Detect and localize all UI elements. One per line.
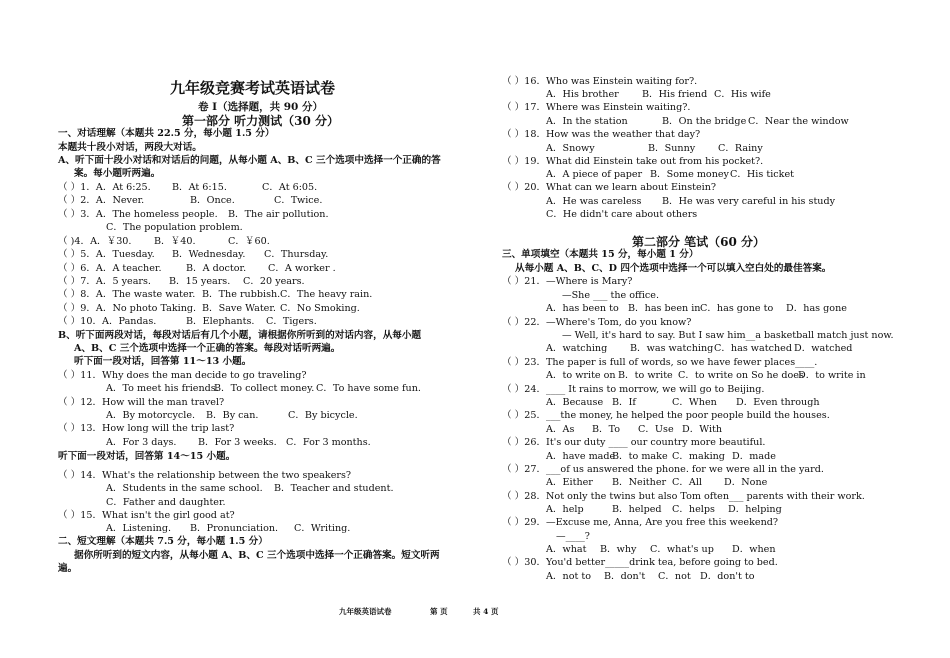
question-24: （ ）24．____ It rains to morrow, we will go to Beijing. [502, 384, 765, 395]
question-21-option-d: D．has gone [786, 303, 847, 314]
instruction-a-line2: 案。每小题听两遍。 [74, 168, 161, 179]
instruction-a-line1: A、听下面十段小对话和对话后的问题，从每小题 A、B、C 三个选项中选择一个正确的答 [58, 155, 441, 166]
question-8 [58, 289, 372, 301]
question-3-stem: （ ）3．A．The homeless people. [58, 209, 218, 220]
footer-exam-name: 九年级英语试卷 [339, 607, 392, 616]
question-3-option-c: C．The population problem. [106, 222, 243, 233]
question-12-option-a: A．By motorcycle. [106, 410, 196, 421]
section1-heading: 一、对话理解（本题共 22.5 分，每小题 1.5 分） [58, 128, 275, 139]
question-14: （ ）14．What's the relationship between the two speakers? [58, 470, 352, 481]
part2-heading: 第二部分 笔试（60 分） [632, 235, 766, 249]
question-20-option-a: A．He was careless [546, 196, 642, 207]
exam-title: 九年级竞赛考试英语试卷 [170, 79, 336, 97]
question-20-option-b: B．He was very careful in his study [662, 196, 836, 207]
question-23-option-a: A．to write on [546, 370, 616, 381]
question-25-options [546, 424, 722, 436]
question-30-option-a: A．not to [546, 571, 592, 582]
question-25-option-a: A．As [546, 424, 575, 435]
question-22-option-a: A．watching [546, 343, 608, 354]
question-14-option-b: B．Teacher and student. [274, 483, 394, 494]
question-13-option-c: C．For 3 months. [286, 437, 371, 448]
question-21-blank-line: —She ___ the office. [562, 290, 660, 301]
question-13-option-b: B．For 3 weeks. [198, 437, 277, 448]
question-11-option-a: A．To meet his friends. [106, 383, 219, 394]
question-28: （ ）28．Not only the twins but also Tom often___ parents with their work. [502, 491, 865, 502]
question-20: （ ）20．What can we learn about Einstein? [502, 182, 717, 193]
question-13-options [106, 437, 371, 449]
question-27-option-b: B．Neither [612, 477, 667, 488]
question-23-option-b: B．to write [618, 370, 673, 381]
question-22: （ ）22．—Where's Tom, do you know? [502, 317, 692, 328]
question-19-option-b: B．Some money [650, 169, 729, 180]
question-21-option-b: B．has been in [628, 303, 701, 314]
question-15-option-b: B．Pronunciation. [190, 523, 279, 534]
question-27-options [546, 477, 767, 489]
question-22-option-d: D．watched [794, 343, 853, 354]
question-24-option-a: A．Because [546, 397, 604, 408]
question-8-option-c: C．The heavy rain. [280, 289, 373, 300]
question-16-option-b: B．His friend [642, 89, 708, 100]
question-29: （ ）29．—Excuse me, Anna, Are you free this weekend? [502, 517, 779, 528]
part1-heading: 第一部分 听力测试（30 分） [182, 114, 340, 128]
question-9-option-b: B．Save Water. [202, 303, 276, 314]
question-5-option-c: C．Thursday. [264, 249, 329, 260]
question-15: （ ）15．What isn't the girl good at? [58, 510, 235, 521]
question-21-options [546, 303, 847, 315]
question-3-option-b: B．The air pollution. [228, 209, 329, 220]
question-11-option-c: C．To have some fun. [316, 383, 421, 394]
question-20-option-c: C．He didn't care about others [546, 209, 698, 220]
question-19-options [546, 169, 794, 181]
question-25: （ ）25．___the money, he helped the poor people build the houses. [502, 410, 830, 421]
question-17-options [546, 116, 849, 128]
question-27-option-c: C．All [672, 477, 702, 488]
question-29-option-a: A．what [546, 544, 587, 555]
question-2-option-c: C．Twice. [274, 195, 323, 206]
question-26: （ ）26．It's our duty ____ our country more beautiful. [502, 437, 766, 448]
question-18: （ ）18．How was the weather that day? [502, 129, 701, 140]
question-29-blank-line: —____? [556, 531, 590, 542]
question-5 [58, 249, 328, 261]
question-21: （ ）21．—Where is Mary? [502, 276, 633, 287]
question-18-option-c: C．Rainy [718, 143, 763, 154]
question-24-option-d: D．Even through [736, 397, 820, 408]
question-26-option-d: D．made [732, 451, 776, 462]
question-29-option-d: D．when [732, 544, 776, 555]
question-20-options [546, 196, 835, 208]
section2-instruction-line2: 遍。 [58, 563, 78, 574]
question-19: （ ）19．What did Einstein take out from his pocket?. [502, 156, 764, 167]
section3-instruction: 从每小题 A、B、C、D 四个选项中选择一个可以填入空白处的最佳答案。 [515, 263, 832, 274]
question-10-option-c: C．Tigers. [266, 316, 317, 327]
question-19-option-c: C．His ticket [730, 169, 794, 180]
question-10-option-b: B．Elephants. [186, 316, 255, 327]
question-30: （ ）30．You'd better_____drink tea, before going to bed. [502, 557, 778, 568]
question-13: （ ）13．How long will the trip last? [58, 423, 235, 434]
question-6-stem: （ ）6．A．A teacher. [58, 263, 162, 274]
question-7-stem: （ ）7．A．5 years. [58, 276, 151, 287]
question-9-stem: （ ）9．A．No photo Taking. [58, 303, 197, 314]
question-24-option-b: B．If [612, 397, 636, 408]
question-27: （ ）27．___of us answered the phone. for we were all in the yard. [502, 464, 824, 475]
question-9-option-c: C．No Smoking. [280, 303, 360, 314]
question-3 [58, 209, 329, 221]
question-17-option-a: A．In the station [546, 116, 628, 127]
question-16: （ ）16．Who was Einstein waiting for?. [502, 76, 698, 87]
question-18-options [546, 143, 763, 155]
question-25-option-d: D．With [682, 424, 723, 435]
question-29-options [546, 544, 776, 556]
question-17: （ ）17．Where was Einstein waiting?. [502, 102, 691, 113]
question-11: （ ）11．Why does the man decide to go traveling? [58, 370, 307, 381]
question-24-options [546, 397, 820, 409]
question-6-option-c: C．A worker . [268, 263, 336, 274]
question-26-option-b: B．to make [612, 451, 668, 462]
question-30-option-d: D．don't to [700, 571, 755, 582]
question-1 [58, 182, 317, 194]
question-14-option-a: A．Students in the same school. [106, 483, 263, 494]
question-15-option-a: A．Listening. [106, 523, 172, 534]
question-18-option-a: A．Snowy [546, 143, 595, 154]
question-28-option-a: A．help [546, 504, 584, 515]
question-30-options [546, 571, 755, 583]
question-22-option-b: B．was watching [630, 343, 714, 354]
question-12-option-c: C．By bicycle. [288, 410, 358, 421]
question-22-options [546, 343, 852, 355]
question-26-option-a: A．have made [546, 451, 616, 462]
question-11-options [106, 383, 421, 395]
question-21-option-c: C．has gone to [700, 303, 774, 314]
question-21-option-a: A．has been to [546, 303, 619, 314]
section3-heading: 三、单项填空（本题共 15 分，每小题 1 分） [502, 249, 699, 260]
question-23-option-c: C．to write on So he does [678, 370, 804, 381]
question-16-option-c: C．His wife [714, 89, 771, 100]
question-4-option-c: C．￥60. [228, 236, 270, 247]
question-8-stem: （ ）8．A．The waste water. [58, 289, 196, 300]
question-27-option-d: D．None [724, 477, 768, 488]
question-6 [58, 263, 336, 275]
question-25-option-b: B．To [592, 424, 621, 435]
question-30-option-b: B．don't [604, 571, 646, 582]
question-22-reply-line: — Well, it's hard to say. But I saw him__a basketball match just now. [562, 330, 894, 341]
question-19-option-a: A．A piece of paper [546, 169, 643, 180]
question-23-options [546, 370, 866, 382]
question-12-option-b: B．By can. [206, 410, 259, 421]
question-29-option-c: C．what's up [650, 544, 714, 555]
question-22-option-c: C．has watched [714, 343, 792, 354]
question-4-stem: （ )4．A．￥30. [58, 236, 132, 247]
dialogue-2-heading: 听下面一段对话，回答第 14～15 小题。 [58, 451, 236, 462]
question-4 [58, 236, 270, 248]
dialogue-1-heading: 听下面一段对话，回答第 11～13 小题。 [74, 356, 252, 367]
question-25-option-c: C．Use [638, 424, 674, 435]
question-8-option-b: B．The rubbish. [202, 289, 281, 300]
question-6-option-b: B．A doctor. [186, 263, 247, 274]
question-7 [58, 276, 305, 288]
question-13-option-a: A．For 3 days. [106, 437, 177, 448]
question-1-option-c: C．At 6:05. [262, 182, 318, 193]
question-7-option-b: B．15 years. [169, 276, 231, 287]
footer-page-total: 共 4 页 [473, 607, 499, 616]
question-30-option-c: C．not [658, 571, 691, 582]
question-23: （ ）23．The paper is full of words, so we have fewer places____. [502, 357, 818, 368]
question-15-option-c: C．Writing. [294, 523, 351, 534]
question-4-option-b: B．￥40. [154, 236, 196, 247]
section2-instruction-line1: 据你所听到的短文内容，从每小题 A、B、C 三个选项中选择一个正确答案。短文听两 [74, 550, 440, 561]
question-28-option-c: C．helps [672, 504, 715, 515]
question-17-option-c: C．Near the window [748, 116, 849, 127]
question-5-option-b: B．Wednesday. [172, 249, 246, 260]
question-23-option-d: D．to write in [798, 370, 866, 381]
question-28-option-b: B．helped [612, 504, 662, 515]
question-7-option-c: C．20 years. [243, 276, 305, 287]
question-5-stem: （ ）5．A．Tuesday. [58, 249, 155, 260]
question-9 [58, 303, 360, 315]
question-1-stem: （ ）1．A．At 6:25. [58, 182, 151, 193]
instruction-b-line1: B、听下面两段对话，每段对话后有几个小题，请根据你所听到的对话内容，从每小题 [58, 330, 422, 341]
question-2-option-b: B．Once. [190, 195, 235, 206]
question-18-option-b: B．Sunny [648, 143, 696, 154]
question-14-options [106, 483, 394, 495]
question-2 [58, 195, 322, 207]
question-16-options [546, 89, 771, 101]
question-11-option-b: B．To collect money. [214, 383, 315, 394]
question-26-options [546, 451, 776, 463]
question-12: （ ）12．How will the man travel? [58, 397, 225, 408]
question-12-options [106, 410, 358, 422]
section1-subheading: 本题共十段小对话，两段大对话。 [58, 142, 202, 153]
question-16-option-a: A．His brother [546, 89, 619, 100]
question-14-option-c: C．Father and daughter. [106, 497, 226, 508]
question-15-options [106, 523, 350, 535]
question-10-stem: （ ）10．A．Pandas. [58, 316, 157, 327]
question-29-option-b: B．why [600, 544, 637, 555]
question-10 [58, 316, 317, 328]
question-1-option-b: B．At 6:15. [172, 182, 227, 193]
question-17-option-b: B．On the bridge [662, 116, 747, 127]
footer-page-number: 第 页 [430, 607, 448, 616]
question-28-option-d: D．helping [728, 504, 782, 515]
question-24-option-c: C．When [672, 397, 717, 408]
section2-heading: 二、短文理解（本题共 7.5 分，每小题 1.5 分） [58, 536, 268, 547]
question-27-option-a: A．Either [546, 477, 593, 488]
question-28-options [546, 504, 782, 516]
question-26-option-c: C．making [672, 451, 725, 462]
instruction-b-line2: A、B、C 三个选项中选择一个正确的答案。每段对话听两遍。 [74, 343, 341, 354]
question-2-stem: （ ）2．A．Never. [58, 195, 145, 206]
volume-heading: 卷 I（选择题，共 90 分） [198, 101, 323, 113]
